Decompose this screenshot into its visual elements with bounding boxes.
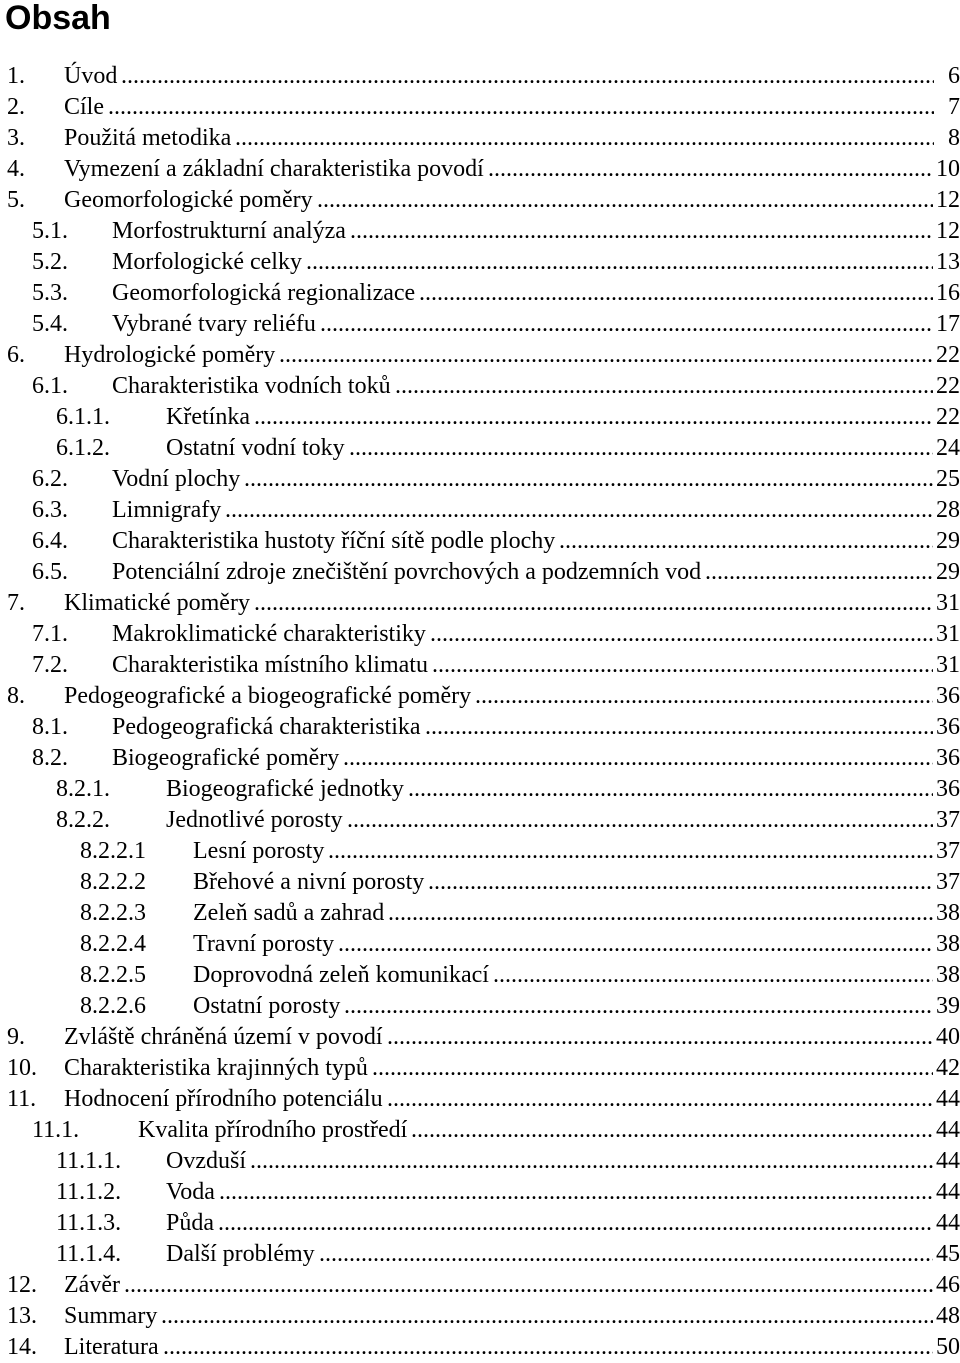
toc-entry-title: Makroklimatické charakteristiky <box>112 619 428 650</box>
toc-dot-leader <box>218 1208 934 1239</box>
toc-entry-number: 8.2. <box>32 745 68 771</box>
toc-dot-leader <box>347 805 934 836</box>
toc-entry[interactable] <box>0 1084 960 1115</box>
toc-entry[interactable] <box>0 619 960 650</box>
toc-entry-page-number: 44 <box>933 1208 960 1239</box>
toc-entry-page-number: 36 <box>933 712 960 743</box>
toc-entry-title: Travní porosty <box>193 929 336 960</box>
toc-entry-number: 11.1. <box>32 1117 80 1143</box>
toc-entry-number: 8.2.2.1 <box>80 838 146 864</box>
toc-entry-page-number: 22 <box>933 402 960 433</box>
toc-entry-page-number: 44 <box>933 1115 960 1146</box>
toc-dot-leader <box>344 991 934 1022</box>
toc-entry-number: 7. <box>7 590 25 616</box>
toc-dot-leader <box>419 278 934 309</box>
toc-entry-page-number: 28 <box>933 495 960 526</box>
toc-dot-leader <box>338 929 934 960</box>
toc-entry-page-number: 36 <box>933 743 960 774</box>
toc-entry-title: Zeleň sadů a zahrad <box>193 898 386 929</box>
toc-dot-leader <box>559 526 934 557</box>
toc-entry-title: Literatura <box>64 1332 161 1363</box>
toc-entry[interactable] <box>0 1022 960 1053</box>
toc-dot-leader <box>320 309 934 340</box>
toc-dot-leader <box>408 774 934 805</box>
toc-dot-leader <box>235 123 934 154</box>
toc-dot-leader <box>705 557 934 588</box>
toc-dot-leader <box>121 61 934 92</box>
toc-entry-page-number: 22 <box>933 371 960 402</box>
toc-entry[interactable] <box>0 123 960 154</box>
toc-entry-page-number: 29 <box>933 557 960 588</box>
toc-entry-title: Zvláště chráněná území v povodí <box>64 1022 385 1053</box>
toc-entry-page-number: 13 <box>933 247 960 278</box>
toc-entry-title: Geomorfologická regionalizace <box>112 278 417 309</box>
toc-entry-number: 11.1.2. <box>56 1179 122 1205</box>
toc-entry[interactable] <box>0 712 960 743</box>
toc-dot-leader <box>425 712 934 743</box>
toc-entry-page-number: 44 <box>933 1084 960 1115</box>
toc-entry-title: Biogeografické poměry <box>112 743 341 774</box>
toc-entry[interactable] <box>0 1301 960 1332</box>
toc-entry-number: 8.2.2. <box>56 807 110 833</box>
toc-entry-page-number: 17 <box>933 309 960 340</box>
toc-entry-title: Další problémy <box>166 1239 317 1270</box>
toc-entry-page-number: 31 <box>933 588 960 619</box>
toc-entry-title: Limnigrafy <box>112 495 223 526</box>
toc-entry[interactable] <box>0 805 960 836</box>
toc-entry[interactable] <box>0 557 960 588</box>
toc-dot-leader <box>388 898 934 929</box>
toc-entry-page-number: 10 <box>933 154 960 185</box>
toc-entry[interactable] <box>0 340 960 371</box>
toc-entry-title: Půda <box>166 1208 216 1239</box>
toc-entry-page-number: 31 <box>933 650 960 681</box>
toc-entry[interactable] <box>0 371 960 402</box>
toc-entry-number: 14. <box>7 1334 37 1360</box>
toc-entry-number: 11.1.3. <box>56 1210 122 1236</box>
toc-entry-number: 12. <box>7 1272 37 1298</box>
toc-entry-title: Morfostrukturní analýza <box>112 216 348 247</box>
toc-entry-title: Morfologické celky <box>112 247 304 278</box>
toc-entry-number: 5.3. <box>32 280 68 306</box>
toc-entry[interactable] <box>0 1177 960 1208</box>
toc-dot-leader <box>343 743 934 774</box>
toc-entry[interactable] <box>0 1270 960 1301</box>
toc-entry[interactable] <box>0 402 960 433</box>
toc-dot-leader <box>428 867 934 898</box>
toc-entry-title: Hodnocení přírodního potenciálu <box>64 1084 385 1115</box>
toc-entry[interactable] <box>0 929 960 960</box>
toc-entry[interactable] <box>0 526 960 557</box>
toc-dot-leader <box>254 588 934 619</box>
toc-dot-leader <box>279 340 934 371</box>
toc-entry-title: Cíle <box>64 92 106 123</box>
toc-dot-leader <box>108 92 934 123</box>
toc-entry-number: 8.2.2.4 <box>80 931 146 957</box>
toc-entry-page-number: 12 <box>933 216 960 247</box>
toc-entry-number: 13. <box>7 1303 37 1329</box>
toc-entry-number: 6.5. <box>32 559 68 585</box>
toc-entry-page-number: 6 <box>945 61 960 92</box>
toc-entry-number: 1. <box>7 63 25 89</box>
toc-entry-page-number: 38 <box>933 898 960 929</box>
toc-entry-title: Charakteristika krajinných typů <box>64 1053 370 1084</box>
toc-entry-page-number: 37 <box>933 836 960 867</box>
toc-entry-title: Kvalita přírodního prostředí <box>138 1115 409 1146</box>
toc-entry[interactable] <box>0 309 960 340</box>
toc-dot-leader <box>430 619 934 650</box>
toc-entry-page-number: 8 <box>945 123 960 154</box>
toc-entry-number: 10. <box>7 1055 37 1081</box>
toc-entry-number: 7.2. <box>32 652 68 678</box>
toc-entry-page-number: 37 <box>933 867 960 898</box>
toc-entry-title: Klimatické poměry <box>64 588 252 619</box>
toc-entry-title: Použitá metodika <box>64 123 233 154</box>
toc-dot-leader <box>161 1301 934 1332</box>
toc-entry-title: Závěr <box>64 1270 122 1301</box>
toc-dot-leader <box>350 216 934 247</box>
toc-entry-number: 8. <box>7 683 25 709</box>
toc-dot-leader <box>254 402 934 433</box>
toc-entry-page-number: 31 <box>933 619 960 650</box>
toc-entry[interactable] <box>0 433 960 464</box>
toc-entry-page-number: 37 <box>933 805 960 836</box>
toc-entry-number: 6.2. <box>32 466 68 492</box>
toc-entry[interactable] <box>0 991 960 1022</box>
toc-dot-leader <box>488 154 934 185</box>
toc-entry-title: Summary <box>64 1301 159 1332</box>
toc-entry-title: Hydrologické poměry <box>64 340 277 371</box>
toc-entry-page-number: 46 <box>933 1270 960 1301</box>
toc-entry-page-number: 36 <box>933 681 960 712</box>
toc-entry[interactable] <box>0 960 960 991</box>
toc-dot-leader <box>328 836 934 867</box>
toc-dot-leader <box>432 650 934 681</box>
toc-entry[interactable] <box>0 1208 960 1239</box>
toc-entry-title: Jednotlivé porosty <box>166 805 345 836</box>
table-of-contents <box>0 61 960 1363</box>
toc-entry[interactable] <box>0 774 960 805</box>
toc-entry-title: Ovzduší <box>166 1146 248 1177</box>
toc-entry-number: 6.1. <box>32 373 68 399</box>
toc-dot-leader <box>306 247 934 278</box>
toc-entry-number: 6.4. <box>32 528 68 554</box>
toc-entry[interactable] <box>0 743 960 774</box>
toc-entry-title: Vymezení a základní charakteristika povodí <box>64 154 486 185</box>
toc-entry[interactable] <box>0 92 960 123</box>
toc-dot-leader <box>395 371 934 402</box>
toc-entry[interactable] <box>0 1332 960 1363</box>
toc-entry[interactable] <box>0 247 960 278</box>
toc-entry[interactable] <box>0 61 960 92</box>
toc-entry-page-number: 38 <box>933 960 960 991</box>
toc-entry-title: Pedogeografická charakteristika <box>112 712 423 743</box>
toc-entry[interactable] <box>0 1053 960 1084</box>
toc-entry-title: Potenciální zdroje znečištění povrchových a podzemních vod <box>112 557 703 588</box>
toc-entry-number: 6.3. <box>32 497 68 523</box>
toc-entry-page-number: 38 <box>933 929 960 960</box>
toc-entry-number: 7.1. <box>32 621 68 647</box>
toc-dot-leader <box>372 1053 934 1084</box>
toc-entry-title: Pedogeografické a biogeografické poměry <box>64 681 473 712</box>
toc-dot-leader <box>493 960 934 991</box>
toc-entry-number: 8.2.2.2 <box>80 869 146 895</box>
toc-entry-number: 11.1.4. <box>56 1241 122 1267</box>
toc-entry-number: 6.1.2. <box>56 435 110 461</box>
toc-entry-page-number: 29 <box>933 526 960 557</box>
toc-entry-page-number: 36 <box>933 774 960 805</box>
toc-dot-leader <box>319 1239 934 1270</box>
toc-entry-title: Doprovodná zeleň komunikací <box>193 960 491 991</box>
toc-entry[interactable] <box>0 185 960 216</box>
toc-entry[interactable] <box>0 836 960 867</box>
toc-entry-page-number: 25 <box>933 464 960 495</box>
toc-entry[interactable] <box>0 278 960 309</box>
toc-entry-title: Charakteristika místního klimatu <box>112 650 430 681</box>
toc-entry-title: Ostatní porosty <box>193 991 342 1022</box>
toc-entry-title: Geomorfologické poměry <box>64 185 315 216</box>
toc-entry-number: 8.2.2.6 <box>80 993 146 1019</box>
toc-entry[interactable] <box>0 464 960 495</box>
toc-entry-page-number: 48 <box>933 1301 960 1332</box>
toc-entry-title: Biogeografické jednotky <box>166 774 406 805</box>
page-title: Obsah <box>5 0 111 37</box>
toc-entry[interactable] <box>0 681 960 712</box>
toc-entry-page-number: 50 <box>933 1332 960 1363</box>
toc-dot-leader <box>244 464 934 495</box>
toc-dot-leader <box>387 1084 934 1115</box>
toc-dot-leader <box>163 1332 934 1363</box>
toc-entry[interactable] <box>0 588 960 619</box>
toc-dot-leader <box>475 681 934 712</box>
toc-entry-number: 6.1.1. <box>56 404 110 430</box>
toc-entry-title: Ostatní vodní toky <box>166 433 347 464</box>
toc-entry-number: 8.2.2.5 <box>80 962 146 988</box>
toc-entry[interactable] <box>0 898 960 929</box>
toc-entry-page-number: 12 <box>933 185 960 216</box>
toc-entry[interactable] <box>0 1239 960 1270</box>
toc-entry-number: 4. <box>7 156 25 182</box>
toc-entry-page-number: 44 <box>933 1177 960 1208</box>
toc-entry-number: 6. <box>7 342 25 368</box>
toc-entry-title: Charakteristika vodních toků <box>112 371 393 402</box>
toc-entry-page-number: 22 <box>933 340 960 371</box>
toc-dot-leader <box>387 1022 934 1053</box>
toc-entry-title: Charakteristika hustoty říční sítě podle plochy <box>112 526 557 557</box>
toc-entry-number: 8.2.2.3 <box>80 900 146 926</box>
toc-entry-title: Vybrané tvary reliéfu <box>112 309 318 340</box>
toc-entry[interactable] <box>0 867 960 898</box>
toc-dot-leader <box>317 185 934 216</box>
toc-entry-number: 5. <box>7 187 25 213</box>
toc-entry-number: 8.2.1. <box>56 776 110 802</box>
toc-dot-leader <box>411 1115 934 1146</box>
toc-dot-leader <box>349 433 934 464</box>
toc-entry[interactable] <box>0 1115 960 1146</box>
toc-entry-number: 11. <box>7 1086 37 1112</box>
toc-entry-page-number: 44 <box>933 1146 960 1177</box>
toc-entry-title: Břehové a nivní porosty <box>193 867 426 898</box>
toc-entry-title: Úvod <box>64 61 119 92</box>
toc-entry[interactable] <box>0 1146 960 1177</box>
toc-entry[interactable] <box>0 650 960 681</box>
toc-entry-page-number: 42 <box>933 1053 960 1084</box>
toc-entry-page-number: 39 <box>933 991 960 1022</box>
toc-dot-leader <box>225 495 934 526</box>
toc-entry-number: 8.1. <box>32 714 68 740</box>
toc-entry[interactable] <box>0 216 960 247</box>
toc-entry-number: 5.4. <box>32 311 68 337</box>
toc-dot-leader <box>124 1270 934 1301</box>
toc-entry[interactable] <box>0 495 960 526</box>
toc-entry-page-number: 7 <box>945 92 960 123</box>
toc-dot-leader <box>250 1146 934 1177</box>
toc-entry-page-number: 16 <box>933 278 960 309</box>
toc-dot-leader <box>219 1177 934 1208</box>
toc-entry-number: 5.2. <box>32 249 68 275</box>
toc-entry-page-number: 45 <box>933 1239 960 1270</box>
toc-entry-title: Voda <box>166 1177 217 1208</box>
toc-entry-number: 11.1.1. <box>56 1148 122 1174</box>
toc-entry-number: 9. <box>7 1024 25 1050</box>
toc-entry-title: Vodní plochy <box>112 464 242 495</box>
toc-entry-page-number: 24 <box>933 433 960 464</box>
toc-entry-page-number: 40 <box>933 1022 960 1053</box>
toc-entry-title: Křetínka <box>166 402 252 433</box>
toc-entry-number: 2. <box>7 94 25 120</box>
toc-entry-number: 3. <box>7 125 25 151</box>
toc-entry[interactable] <box>0 154 960 185</box>
toc-entry-title: Lesní porosty <box>193 836 326 867</box>
toc-entry-number: 5.1. <box>32 218 68 244</box>
